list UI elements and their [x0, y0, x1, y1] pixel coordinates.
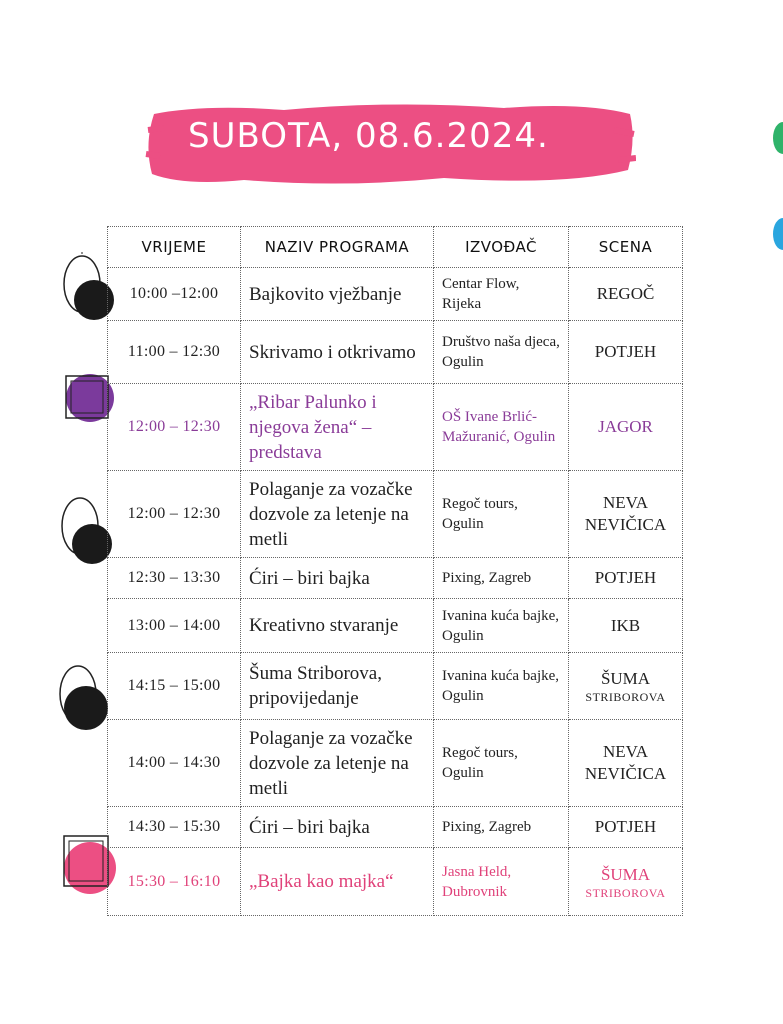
row-time: 13:00 – 14:00: [108, 599, 241, 653]
row-stage: [569, 807, 683, 848]
row-program: Polaganje za vozačke dozvole za letenje na metli: [241, 471, 434, 558]
row-stage: [569, 268, 683, 321]
column-header-performer: IZVOĐAČ: [434, 227, 569, 268]
row-program: Kreativno stvaranje: [241, 599, 434, 653]
blue-blob-icon: [770, 216, 783, 252]
row-program: „Bajka kao majka“: [241, 848, 434, 916]
table-row: [108, 599, 683, 653]
table-row: [108, 384, 683, 471]
row-time: 14:30 – 15:30: [108, 807, 241, 848]
row-stage: [569, 384, 683, 471]
row-program: Ćiri – biri bajka: [241, 807, 434, 848]
row-stage: [569, 720, 683, 807]
row-stage: [569, 848, 683, 916]
table-header-row: [108, 227, 683, 268]
row-time: 14:00 – 14:30: [108, 720, 241, 807]
stage-label: REGOČ: [596, 284, 655, 303]
row-time: 10:00 –12:00: [108, 268, 241, 321]
row-performer: OŠ Ivane Brlić-Mažuranić, Ogulin: [434, 384, 569, 471]
row-performer: Centar Flow, Rijeka: [434, 268, 569, 321]
row-program: Ćiri – biri bajka: [241, 558, 434, 599]
row-program: Polaganje za vozačke dozvole za letenje na metli: [241, 720, 434, 807]
row-time: 14:15 – 15:00: [108, 653, 241, 720]
row-stage: [569, 558, 683, 599]
stage-sublabel: STRIBOROVA: [585, 690, 666, 704]
row-time: 12:00 – 12:30: [108, 471, 241, 558]
row-stage: [569, 321, 683, 384]
table-row: [108, 558, 683, 599]
table-row: [108, 471, 683, 558]
row-stage: [569, 599, 683, 653]
row-program: Skrivamo i otkrivamo: [241, 321, 434, 384]
row-program: Šuma Striborova, pripovijedanje: [241, 653, 434, 720]
stage-label: POTJEH: [594, 817, 657, 836]
row-time: 12:30 – 13:30: [108, 558, 241, 599]
column-header-time: VRIJEME: [108, 227, 241, 268]
title-banner: [144, 100, 636, 188]
row-time: 15:30 – 16:10: [108, 848, 241, 916]
row-time: 12:00 – 12:30: [108, 384, 241, 471]
green-blob-icon: [770, 120, 783, 156]
table-row: [108, 720, 683, 807]
row-performer: Regoč tours, Ogulin: [434, 471, 569, 558]
row-performer: Društvo naša djeca, Ogulin: [434, 321, 569, 384]
table-row: [108, 321, 683, 384]
row-performer: Jasna Held, Dubrovnik: [434, 848, 569, 916]
stage-label: NEVA NEVIČICA: [584, 493, 667, 534]
stage-label: JAGOR: [598, 417, 653, 436]
row-performer: Pixing, Zagreb: [434, 558, 569, 599]
row-stage: [569, 471, 683, 558]
row-stage: [569, 653, 683, 720]
table-row: [108, 268, 683, 321]
column-header-program: NAZIV PROGRAMA: [241, 227, 434, 268]
stage-label: ŠUMA: [600, 864, 651, 884]
stage-sublabel: STRIBOROVA: [585, 885, 666, 900]
row-performer: Regoč tours, Ogulin: [434, 720, 569, 807]
row-performer: Pixing, Zagreb: [434, 807, 569, 848]
stage-label: POTJEH: [594, 568, 657, 587]
stage-label: NEVA NEVIČICA: [584, 742, 667, 783]
table-row: [108, 653, 683, 720]
schedule-table: [107, 226, 683, 916]
row-program: Bajkovito vježbanje: [241, 268, 434, 321]
stage-label: IKB: [610, 615, 641, 635]
row-program: „Ribar Palunko i njegova žena“ – predstava: [241, 384, 434, 471]
row-performer: Ivanina kuća bajke, Ogulin: [434, 653, 569, 720]
stage-label: ŠUMA: [600, 669, 651, 688]
row-time: 11:00 – 12:30: [108, 321, 241, 384]
page-title: SUBOTA, 08.6.2024.: [188, 116, 549, 156]
table-row: [108, 848, 683, 916]
row-performer: Ivanina kuća bajke, Ogulin: [434, 599, 569, 653]
stage-label: POTJEH: [594, 342, 657, 361]
table-row: [108, 807, 683, 848]
column-header-stage: SCENA: [569, 227, 683, 268]
